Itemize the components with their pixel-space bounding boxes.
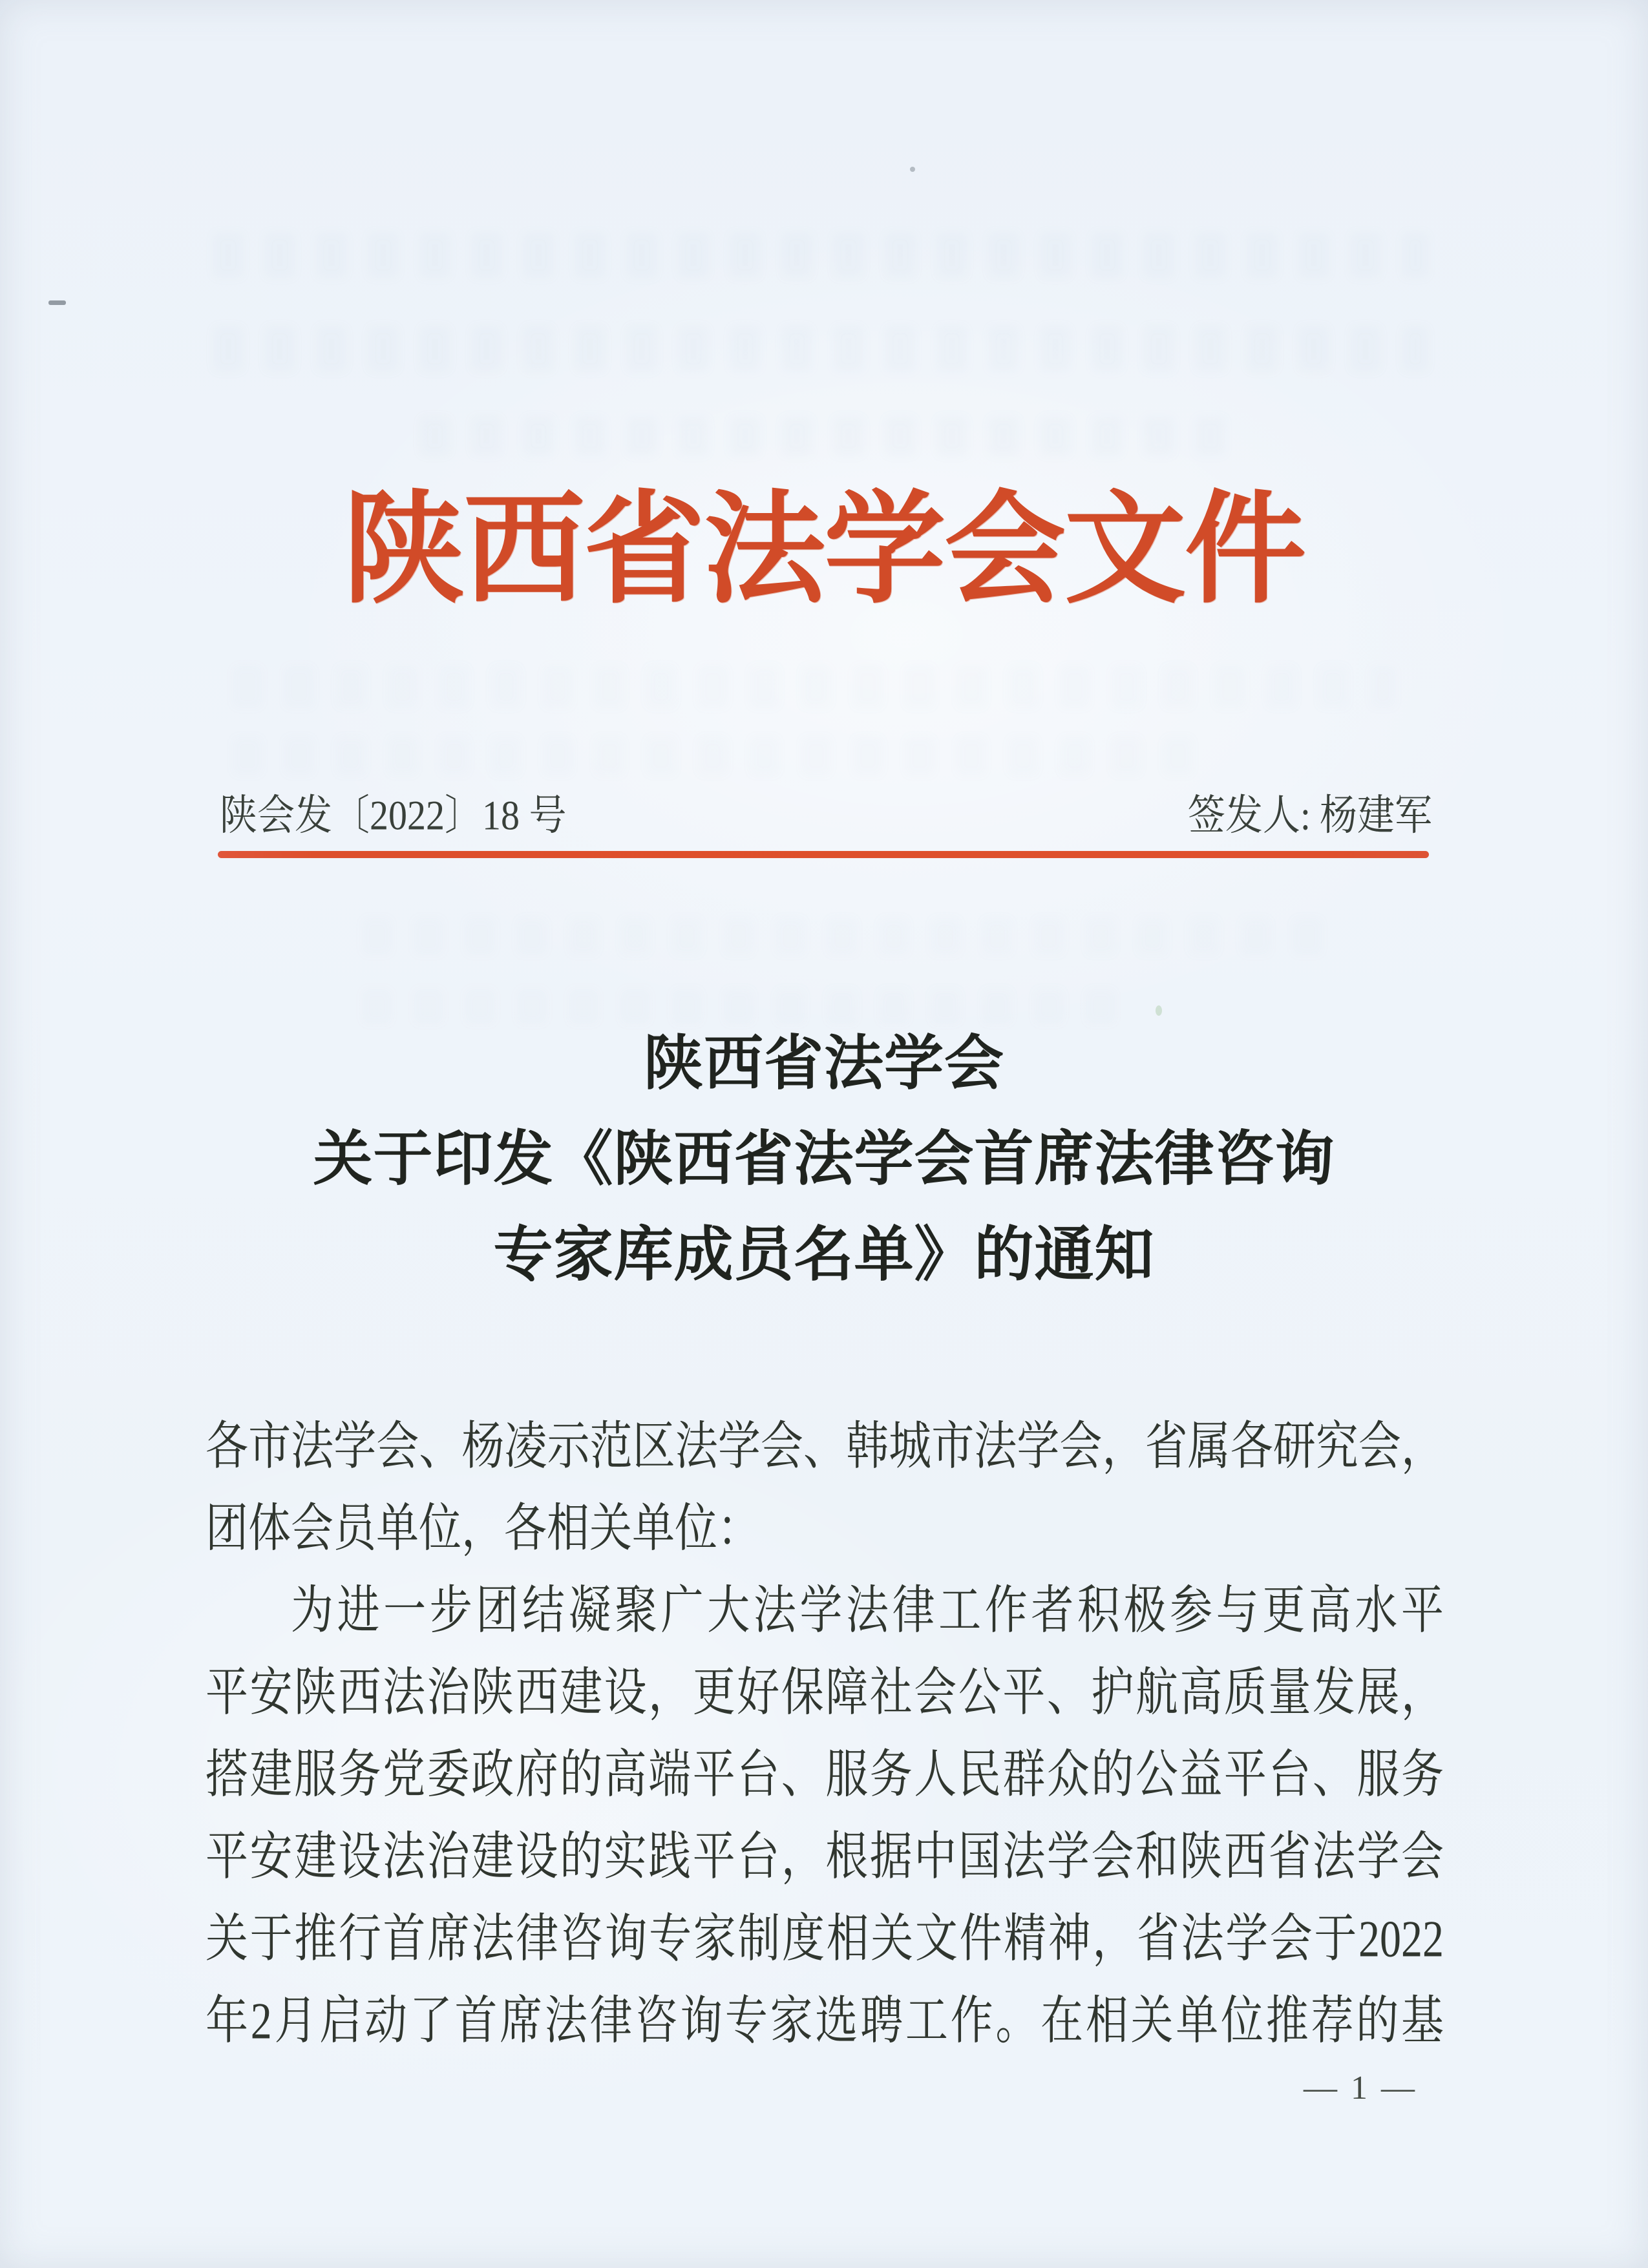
page-number: — 1 —	[1304, 2070, 1417, 2106]
body-line: 为进一步团结凝聚广大法学法律工作者积极参与更高水平	[291, 1582, 1444, 1641]
bleedthrough-ghosting	[213, 233, 1428, 278]
bleedthrough-ghosting	[233, 737, 1202, 775]
bleedthrough-ghosting	[213, 326, 1428, 372]
bleedthrough-ghosting	[420, 417, 1228, 456]
body-line: 团体会员单位，各相关单位：	[206, 1500, 760, 1559]
scan-speck	[1156, 1005, 1162, 1016]
notice-title	[0, 1016, 1648, 1303]
notice-title-line: 关于印发《陕西省法学会首席法律咨询	[313, 1126, 1335, 1192]
issuer	[1188, 786, 1432, 845]
body-line: 搭建服务党委政府的高端平台、服务人民群众的公益平台、服务	[206, 1746, 1444, 1805]
body-line: 年2月启动了首席法律咨询专家选聘工作。在相关单位推荐的基	[206, 1992, 1444, 2051]
issuer-label: 签发人:	[1187, 792, 1311, 839]
masthead-title: 陕西省法学会文件	[343, 483, 1305, 618]
bleedthrough-ghosting	[233, 666, 1396, 708]
doc-number: 陕会发〔2022〕18 号	[220, 792, 567, 839]
issuer-name: 杨建军	[1319, 792, 1432, 839]
red-separator-rule	[218, 851, 1429, 858]
scan-speck	[910, 167, 915, 172]
body-line: 平安建设法治建设的实践平台，根据中国法学会和陕西省法学会	[206, 1828, 1444, 1887]
scan-speck	[48, 300, 66, 305]
body-text	[206, 1406, 1444, 2063]
body-line: 平安陕西法治陕西建设，更好保障社会公平、护航高质量发展，	[206, 1664, 1444, 1723]
body-line: 各市法学会、杨凌示范区法学会、韩城市法学会，省属各研究会，	[206, 1418, 1444, 1476]
bleedthrough-ghosting	[362, 918, 1331, 955]
docinfo-row	[220, 786, 1432, 845]
notice-title-line: 专家库成员名单》的通知	[493, 1222, 1155, 1288]
notice-title-line: 陕西省法学会	[643, 1031, 1004, 1097]
body-line: 关于推行首席法律咨询专家制度相关文件精神，省法学会于2022	[206, 1910, 1444, 1969]
